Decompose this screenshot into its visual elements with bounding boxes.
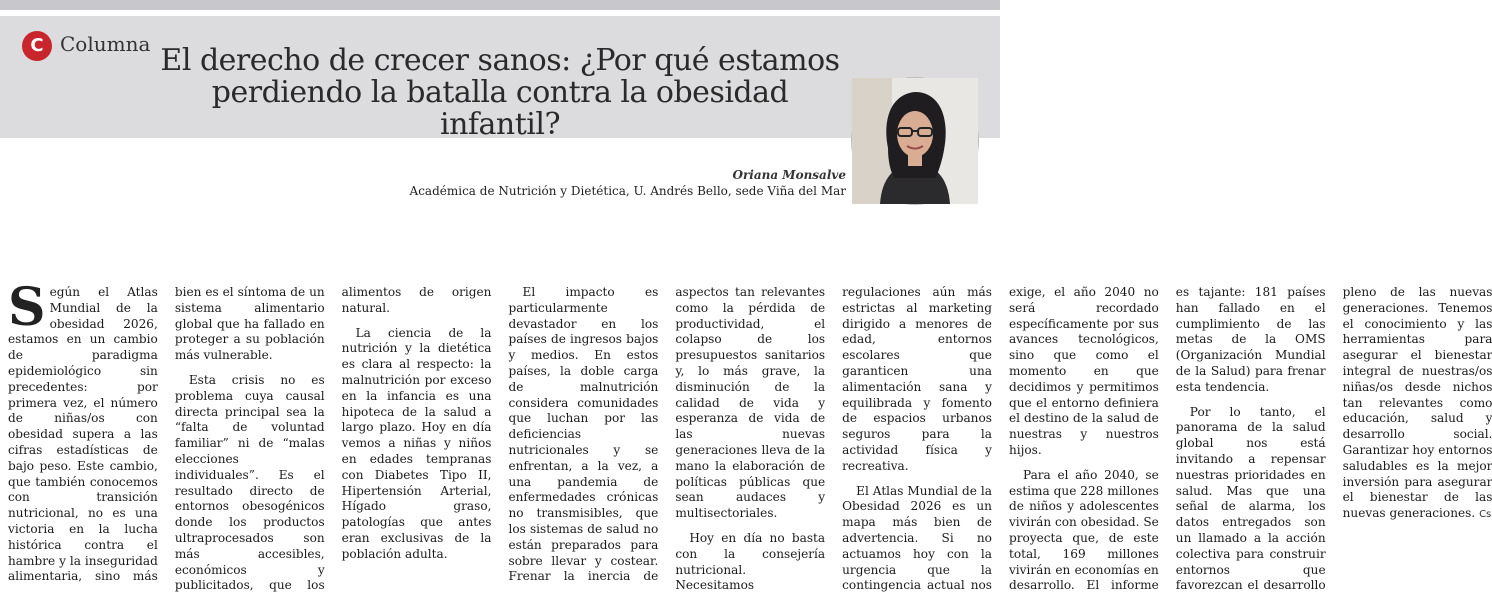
top-rule: [0, 0, 1000, 10]
author-affiliation: Académica de Nutrición y Dietética, U. Andrés Bello, sede Viña del Mar: [409, 184, 846, 198]
section-badge: C: [22, 31, 52, 61]
paragraph-3: La ciencia de la nutrición y la dietética es clara al respecto: la malnutrición por exceso en la infancia es una hipoteca de la salud a largo plazo. Hoy en día vemos a niñas y niños en edades tempranas con Diabetes Tipo II, Hipertensión Arterial, Hígado graso, patologías que antes eran exclusivas de la población adulta.: [341, 325, 492, 561]
drop-cap: S: [8, 277, 46, 338]
paragraph-1-text: egún el Atlas Mundial de la obesidad 2026, estamos en un cambio de paradigma epidemiológico sin precedentes: por primera vez, el número de niñas/os con obesidad supera a las cifras estadísticas de bajo peso. Este cambio, que también conocemos con transición nutricional, no es una victoria en la lucha histórica contra el hambre y la inseguridad alimentaria, sino más bien es el síntoma de un sistema alimentario global que ha fallado en proteger a su población más vulnerable.: [8, 285, 325, 584]
paragraph-7: Para el año 2040, se estima que 228 millones de niños y adolescentes vivirán con obesidad. Se proyecta que, de este total, 169 millones vivirán en economías en desarrollo. El informe es tajante: 181 países han fallado en el cumplimiento de las metas de la OMS (Organización Mundial de la Salud) para frenar esta tendencia.: [1008, 285, 1326, 593]
paragraph-8-text: Por lo tanto, el panorama de la salud global nos está invitando a repensar nuestras prioridades en salud. Mas que una señal de alarma, los datos entregados son un llamado a la acción colectiva para construir entornos que favorezcan el desarrollo pleno de las nuevas generaciones. Tenemos el conocimiento y las herramientas para asegurar el bienestar integral de nuestras/os niñas/os desde nichos tan relevantes como educación, salud y desarrollo social. Garantizar hoy entornos saludables es la mejor inversión para asegurar el bienestar de las nuevas generaciones.: [1175, 285, 1492, 593]
author-name: Oriana Monsalve: [732, 168, 846, 182]
paragraph-4: El impacto es particularmente devastador en los países de ingresos bajos y medios. En estos países, la doble carga de malnutrición considera comunidades que luchan por las deficiencias nutricionales y se enfrentan, a la vez, a una pandemia de enfermedades crónicas no transmisibles, que los sistemas de salud no están preparados para sobre llevar y costear. Frenar la inercia de aspectos tan relevantes como la pérdida de productividad, el colapso de los presupuestos sanitarios y, lo más grave, la disminución de la calidad de vida y esperanza de vida de las nuevas generaciones lleva de la mano la elaboración de políticas públicas que sean audaces y multisectoriales.: [508, 285, 826, 584]
author-portrait-icon: [852, 78, 978, 204]
paragraph-6: El Atlas Mundial de la Obesidad 2026 es un mapa más bien de advertencia. Si no actuamos hoy con la urgencia que la contingencia actual nos exige, el año 2040 no será recordado específicamente por sus avances tecnológicos, sino que como el momento en que decidimos y permitimos que el entorno definiera el destino de la salud de nuestras y nuestros hijos.: [842, 285, 1159, 593]
paragraph-2: Esta crisis no es problema cuya causal directa principal sea la “falta de voluntad familiar” ni de “malas elecciones individuales”. Es el resultado directo de entornos obesogénicos donde los productos ultraprocesados son más accesibles, económicos y publicitados, que los alimentos de origen natural.: [174, 285, 492, 593]
section-label: Columna: [60, 32, 151, 56]
end-mark: Cs: [1479, 509, 1492, 521]
paragraph-5: Hoy en día no basta con la consejería nutricional. Necesitamos regulaciones aún más estrictas al marketing dirigido a menores de edad, entornos escolares que garanticen una alimentación sana y equilibrada y fomento de espacios urbanos seguros para la actividad física y recreativa.: [675, 285, 992, 593]
article-body: [8, 277, 1492, 600]
article-title: El derecho de crecer sanos: ¿Por qué estamos perdiendo la batalla contra la obesidad infantil?: [160, 43, 840, 142]
author-photo: [852, 78, 978, 204]
